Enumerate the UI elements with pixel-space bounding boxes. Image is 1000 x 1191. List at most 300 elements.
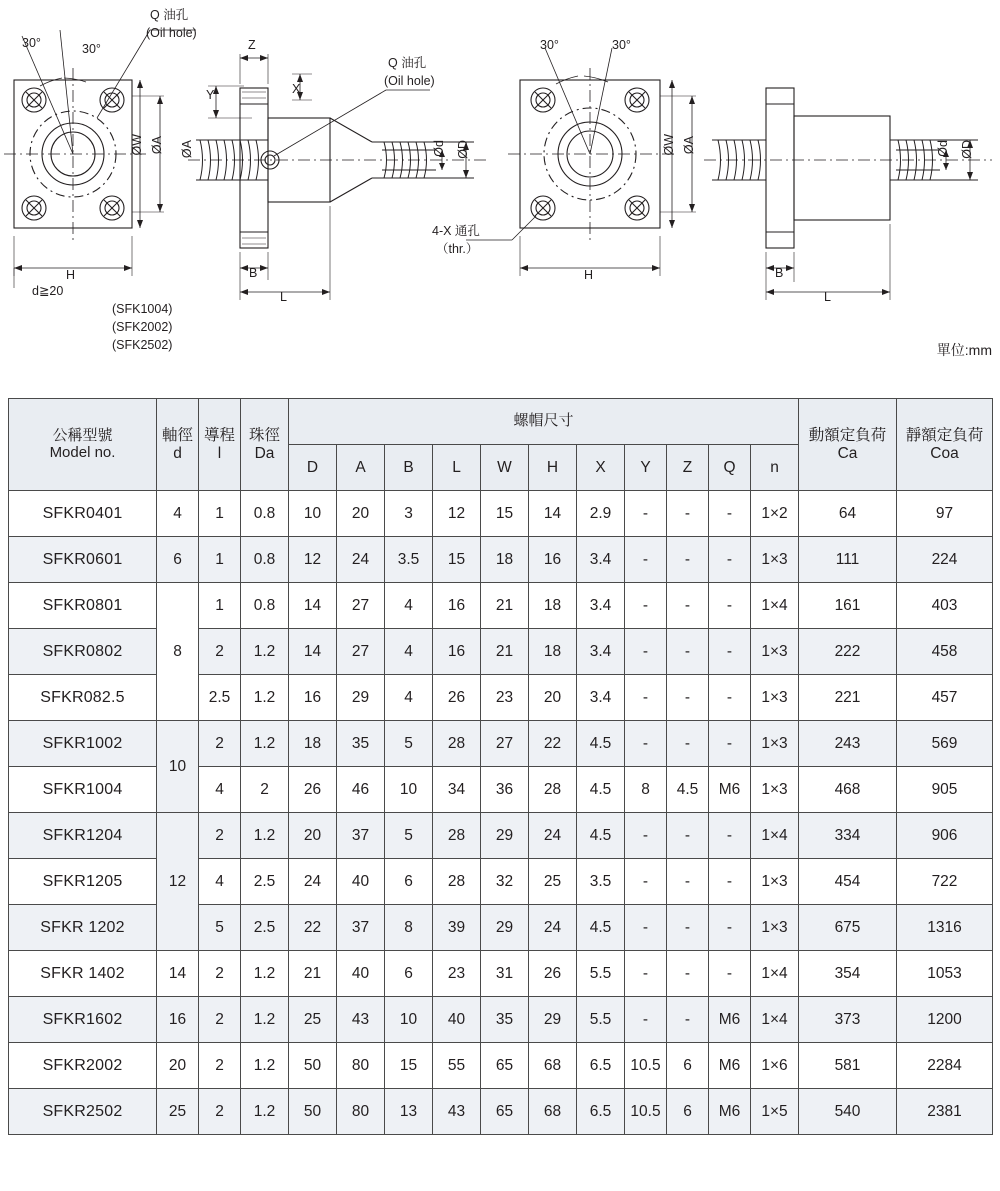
thr-hole-label-en: （thr.） <box>436 242 479 256</box>
cell-W: 15 <box>481 491 529 537</box>
cell-d: 12 <box>157 813 199 951</box>
dia-w-label-right: ØW <box>662 134 676 156</box>
cell-Coa: 1053 <box>897 951 993 997</box>
cell-X: 6.5 <box>577 1089 625 1135</box>
dia-w-label-left: ØW <box>130 134 144 156</box>
variant-label-3: (SFK2502) <box>112 338 173 352</box>
cell-X: 4.5 <box>577 767 625 813</box>
cell-X: 4.5 <box>577 813 625 859</box>
cell-B: 6 <box>385 951 433 997</box>
cell-B: 15 <box>385 1043 433 1089</box>
cell-Y: - <box>625 859 667 905</box>
cell-W: 18 <box>481 537 529 583</box>
cell-d: 20 <box>157 1043 199 1089</box>
cell-n: 1×4 <box>751 951 799 997</box>
cell-Y: - <box>625 813 667 859</box>
cell-X: 3.5 <box>577 859 625 905</box>
cell-Q: - <box>709 583 751 629</box>
cell-Q: - <box>709 951 751 997</box>
cell-X: 4.5 <box>577 721 625 767</box>
header-static-load <box>897 399 993 491</box>
cell-n: 1×3 <box>751 767 799 813</box>
cell-Coa: 457 <box>897 675 993 721</box>
cell-H: 29 <box>529 997 577 1043</box>
header-dynamic-load-cn: 動額定負荷 <box>808 427 887 445</box>
cell-A: 40 <box>337 951 385 997</box>
cell-W: 36 <box>481 767 529 813</box>
x-label: X <box>292 82 301 96</box>
dia-D-label-right: ØD <box>960 140 974 159</box>
cell-Coa: 722 <box>897 859 993 905</box>
cell-Z: 4.5 <box>667 767 709 813</box>
cell-Y: - <box>625 491 667 537</box>
cell-l: 2 <box>199 1043 241 1089</box>
cell-Ca: 222 <box>799 629 897 675</box>
oil-hole-label-left: Q 油孔 <box>150 8 189 22</box>
cell-n: 1×3 <box>751 905 799 951</box>
cell-H: 14 <box>529 491 577 537</box>
header-model-en: Model no. <box>49 443 116 461</box>
cell-Ca: 64 <box>799 491 897 537</box>
cell-Coa: 906 <box>897 813 993 859</box>
cell-l: 1 <box>199 583 241 629</box>
cell-Da: 1.2 <box>241 721 289 767</box>
header-col-H: H <box>529 445 577 491</box>
header-col-L: L <box>433 445 481 491</box>
header-col-W: W <box>481 445 529 491</box>
cell-L: 40 <box>433 997 481 1043</box>
cell-d: 16 <box>157 997 199 1043</box>
cell-A: 46 <box>337 767 385 813</box>
cell-B: 13 <box>385 1089 433 1135</box>
technical-drawing <box>0 0 1000 370</box>
h-label-right: H <box>584 268 594 282</box>
thr-hole-label: 4-X 通孔 <box>432 224 480 238</box>
cell-D: 14 <box>289 629 337 675</box>
cell-L: 28 <box>433 813 481 859</box>
cell-Q: M6 <box>709 1043 751 1089</box>
table-row <box>9 767 993 813</box>
table-row <box>9 537 993 583</box>
cell-d: 25 <box>157 1089 199 1135</box>
cell-model: SFKR082.5 <box>9 675 157 721</box>
cell-Q: M6 <box>709 767 751 813</box>
cell-W: 27 <box>481 721 529 767</box>
cell-Y: - <box>625 951 667 997</box>
cell-H: 24 <box>529 813 577 859</box>
cell-L: 15 <box>433 537 481 583</box>
cell-W: 21 <box>481 629 529 675</box>
b-label-mid: B <box>249 266 258 280</box>
table-row <box>9 583 993 629</box>
header-dynamic-load <box>799 399 897 491</box>
cell-X: 6.5 <box>577 1043 625 1089</box>
header-static-load-cn: 靜額定負荷 <box>905 427 984 445</box>
cell-A: 27 <box>337 583 385 629</box>
cell-B: 3.5 <box>385 537 433 583</box>
cell-L: 16 <box>433 629 481 675</box>
cell-l: 1 <box>199 491 241 537</box>
cell-Y: - <box>625 997 667 1043</box>
cell-W: 23 <box>481 675 529 721</box>
cell-W: 32 <box>481 859 529 905</box>
cell-D: 50 <box>289 1089 337 1135</box>
cell-L: 23 <box>433 951 481 997</box>
cell-W: 31 <box>481 951 529 997</box>
cell-n: 1×4 <box>751 997 799 1043</box>
cell-n: 1×6 <box>751 1043 799 1089</box>
cell-B: 10 <box>385 767 433 813</box>
header-ball-dia-sym: Da <box>254 444 275 462</box>
cell-n: 1×3 <box>751 859 799 905</box>
cell-Da: 2 <box>241 767 289 813</box>
cell-model: SFKR0802 <box>9 629 157 675</box>
spec-table <box>8 398 993 1135</box>
cell-l: 2 <box>199 997 241 1043</box>
header-ball-dia-cn: 珠徑 <box>248 427 280 445</box>
cell-Q: - <box>709 859 751 905</box>
table-row <box>9 951 993 997</box>
cell-Y: - <box>625 721 667 767</box>
header-model <box>9 399 157 491</box>
cell-H: 16 <box>529 537 577 583</box>
cell-X: 5.5 <box>577 997 625 1043</box>
cell-W: 35 <box>481 997 529 1043</box>
dia-a-label-left: ØA <box>150 136 164 155</box>
cell-A: 27 <box>337 629 385 675</box>
cell-Q: - <box>709 675 751 721</box>
cell-Coa: 458 <box>897 629 993 675</box>
cell-B: 4 <box>385 675 433 721</box>
cell-l: 2 <box>199 629 241 675</box>
cell-Coa: 2284 <box>897 1043 993 1089</box>
cell-B: 4 <box>385 583 433 629</box>
cell-Z: 6 <box>667 1043 709 1089</box>
cell-B: 4 <box>385 629 433 675</box>
table-row <box>9 675 993 721</box>
cell-W: 65 <box>481 1043 529 1089</box>
cell-D: 26 <box>289 767 337 813</box>
table-body <box>9 491 993 1135</box>
cell-l: 2 <box>199 813 241 859</box>
cell-n: 1×3 <box>751 537 799 583</box>
cell-L: 55 <box>433 1043 481 1089</box>
cell-Q: - <box>709 491 751 537</box>
cell-model: SFKR1002 <box>9 721 157 767</box>
cell-D: 25 <box>289 997 337 1043</box>
cell-model: SFKR 1402 <box>9 951 157 997</box>
cell-Coa: 569 <box>897 721 993 767</box>
cell-Z: 6 <box>667 1089 709 1135</box>
cell-X: 3.4 <box>577 675 625 721</box>
cell-Z: - <box>667 859 709 905</box>
cell-Da: 2.5 <box>241 859 289 905</box>
cell-B: 3 <box>385 491 433 537</box>
cell-l: 2 <box>199 721 241 767</box>
cell-Z: - <box>667 813 709 859</box>
cell-D: 12 <box>289 537 337 583</box>
cell-B: 5 <box>385 813 433 859</box>
cell-A: 37 <box>337 905 385 951</box>
cell-Y: - <box>625 675 667 721</box>
cell-X: 2.9 <box>577 491 625 537</box>
header-static-load-sym: Coa <box>930 444 959 462</box>
table-row <box>9 1089 993 1135</box>
cell-Y: - <box>625 583 667 629</box>
header-nut-group: 螺帽尺寸 <box>289 399 799 445</box>
cell-Ca: 111 <box>799 537 897 583</box>
cell-Coa: 2381 <box>897 1089 993 1135</box>
cell-B: 5 <box>385 721 433 767</box>
dia-D-label-mid: ØD <box>456 140 470 159</box>
cell-Y: - <box>625 537 667 583</box>
cell-H: 68 <box>529 1043 577 1089</box>
cell-Z: - <box>667 491 709 537</box>
cell-D: 22 <box>289 905 337 951</box>
cell-Q: - <box>709 721 751 767</box>
cell-Q: - <box>709 905 751 951</box>
cell-Da: 1.2 <box>241 813 289 859</box>
header-col-Q: Q <box>709 445 751 491</box>
cell-Ca: 540 <box>799 1089 897 1135</box>
cell-Y: - <box>625 629 667 675</box>
cell-H: 24 <box>529 905 577 951</box>
cell-n: 1×2 <box>751 491 799 537</box>
header-ball-dia <box>241 399 289 491</box>
header-shaft-dia-cn: 軸徑 <box>161 427 193 445</box>
cell-H: 26 <box>529 951 577 997</box>
angle-label-right-1: 30° <box>540 38 559 52</box>
cell-Z: - <box>667 537 709 583</box>
cell-L: 34 <box>433 767 481 813</box>
cell-Da: 1.2 <box>241 675 289 721</box>
cell-Q: - <box>709 537 751 583</box>
header-col-X: X <box>577 445 625 491</box>
cell-H: 20 <box>529 675 577 721</box>
l-label-right: L <box>824 290 831 304</box>
cell-H: 18 <box>529 583 577 629</box>
cell-Z: - <box>667 583 709 629</box>
cell-d: 4 <box>157 491 199 537</box>
cell-Z: - <box>667 629 709 675</box>
cell-Q: M6 <box>709 997 751 1043</box>
unit-note: 單位:mm <box>936 342 992 358</box>
cell-H: 18 <box>529 629 577 675</box>
dia-d-label-mid: Ød <box>432 140 446 157</box>
cell-L: 26 <box>433 675 481 721</box>
cell-A: 24 <box>337 537 385 583</box>
table-row <box>9 629 993 675</box>
header-lead-cn: 導程 <box>203 427 235 445</box>
table-row <box>9 1043 993 1089</box>
y-label: Y <box>206 88 215 102</box>
cell-L: 28 <box>433 721 481 767</box>
cell-model: SFKR0401 <box>9 491 157 537</box>
cell-Ca: 454 <box>799 859 897 905</box>
cell-Coa: 97 <box>897 491 993 537</box>
cell-X: 4.5 <box>577 905 625 951</box>
z-label: Z <box>248 38 256 52</box>
header-col-A: A <box>337 445 385 491</box>
cell-H: 22 <box>529 721 577 767</box>
table-row <box>9 859 993 905</box>
cell-Da: 1.2 <box>241 1089 289 1135</box>
cell-Ca: 243 <box>799 721 897 767</box>
cell-Z: - <box>667 951 709 997</box>
header-dynamic-load-sym: Ca <box>837 444 858 462</box>
cell-Y: 10.5 <box>625 1089 667 1135</box>
cell-A: 29 <box>337 675 385 721</box>
table-header <box>9 399 993 491</box>
cell-L: 16 <box>433 583 481 629</box>
cell-X: 5.5 <box>577 951 625 997</box>
cell-H: 68 <box>529 1089 577 1135</box>
header-col-n: n <box>751 445 799 491</box>
cell-model: SFKR1205 <box>9 859 157 905</box>
header-shaft-dia <box>157 399 199 491</box>
cell-n: 1×3 <box>751 721 799 767</box>
cell-d: 6 <box>157 537 199 583</box>
header-shaft-dia-sym: d <box>173 444 182 462</box>
cell-l: 4 <box>199 767 241 813</box>
cell-Y: 8 <box>625 767 667 813</box>
b-label-right: B <box>775 266 784 280</box>
cell-n: 1×4 <box>751 583 799 629</box>
header-lead-sym: l <box>217 444 222 462</box>
cell-Y: 10.5 <box>625 1043 667 1089</box>
cell-Da: 1.2 <box>241 629 289 675</box>
cell-Da: 0.8 <box>241 491 289 537</box>
cell-D: 10 <box>289 491 337 537</box>
l-label-mid: L <box>280 290 287 304</box>
cell-W: 21 <box>481 583 529 629</box>
cell-l: 4 <box>199 859 241 905</box>
cell-D: 16 <box>289 675 337 721</box>
cell-A: 80 <box>337 1089 385 1135</box>
cell-D: 20 <box>289 813 337 859</box>
dia-a-label-mid: ØA <box>180 140 194 159</box>
cell-Da: 2.5 <box>241 905 289 951</box>
cell-d: 14 <box>157 951 199 997</box>
table-row <box>9 997 993 1043</box>
table-row <box>9 491 993 537</box>
cell-n: 1×4 <box>751 813 799 859</box>
header-model-cn: 公稱型號 <box>52 426 113 444</box>
cell-Coa: 1200 <box>897 997 993 1043</box>
cell-A: 40 <box>337 859 385 905</box>
cell-n: 1×5 <box>751 1089 799 1135</box>
cell-Ca: 675 <box>799 905 897 951</box>
table-row <box>9 813 993 859</box>
cell-W: 29 <box>481 813 529 859</box>
cell-D: 21 <box>289 951 337 997</box>
cell-model: SFKR1004 <box>9 767 157 813</box>
h-label-left: H <box>66 268 76 282</box>
table-row <box>9 721 993 767</box>
dia-a-label-right: ØA <box>682 136 696 155</box>
cell-D: 24 <box>289 859 337 905</box>
cell-d: 10 <box>157 721 199 813</box>
oil-hole-label-mid-en: (Oil hole) <box>384 74 435 88</box>
cell-A: 20 <box>337 491 385 537</box>
cell-Da: 1.2 <box>241 1043 289 1089</box>
cell-A: 80 <box>337 1043 385 1089</box>
cell-n: 1×3 <box>751 675 799 721</box>
cell-B: 8 <box>385 905 433 951</box>
cell-Coa: 224 <box>897 537 993 583</box>
cell-Ca: 161 <box>799 583 897 629</box>
cell-Ca: 468 <box>799 767 897 813</box>
cell-Coa: 403 <box>897 583 993 629</box>
cell-W: 65 <box>481 1089 529 1135</box>
cell-Z: - <box>667 675 709 721</box>
cell-Y: - <box>625 905 667 951</box>
cell-Q: M6 <box>709 1089 751 1135</box>
cell-B: 6 <box>385 859 433 905</box>
cell-Ca: 221 <box>799 675 897 721</box>
variant-label-2: (SFK2002) <box>112 320 173 334</box>
cell-Ca: 373 <box>799 997 897 1043</box>
cell-H: 28 <box>529 767 577 813</box>
angle-label-left-2: 30° <box>82 42 101 56</box>
header-col-Y: Y <box>625 445 667 491</box>
cell-Ca: 354 <box>799 951 897 997</box>
cell-n: 1×3 <box>751 629 799 675</box>
header-lead <box>199 399 241 491</box>
cell-l: 5 <box>199 905 241 951</box>
cell-Da: 0.8 <box>241 583 289 629</box>
cell-Q: - <box>709 629 751 675</box>
cell-X: 3.4 <box>577 629 625 675</box>
cell-D: 50 <box>289 1043 337 1089</box>
variant-label-1: (SFK1004) <box>112 302 173 316</box>
cell-L: 28 <box>433 859 481 905</box>
cell-B: 10 <box>385 997 433 1043</box>
cell-Z: - <box>667 721 709 767</box>
cell-A: 43 <box>337 997 385 1043</box>
cell-A: 35 <box>337 721 385 767</box>
cell-X: 3.4 <box>577 537 625 583</box>
cell-Z: - <box>667 905 709 951</box>
cell-model: SFKR1204 <box>9 813 157 859</box>
cell-l: 1 <box>199 537 241 583</box>
cell-Q: - <box>709 813 751 859</box>
cell-A: 37 <box>337 813 385 859</box>
angle-label-right-2: 30° <box>612 38 631 52</box>
cell-model: SFKR2002 <box>9 1043 157 1089</box>
header-col-D: D <box>289 445 337 491</box>
d-note-label: d≧20 <box>32 284 64 298</box>
cell-model: SFKR0801 <box>9 583 157 629</box>
cell-W: 29 <box>481 905 529 951</box>
cell-D: 18 <box>289 721 337 767</box>
cell-Z: - <box>667 997 709 1043</box>
cell-model: SFKR2502 <box>9 1089 157 1135</box>
cell-Ca: 581 <box>799 1043 897 1089</box>
cell-model: SFKR0601 <box>9 537 157 583</box>
cell-Da: 1.2 <box>241 997 289 1043</box>
cell-d: 8 <box>157 583 199 721</box>
oil-hole-label-left-en: (Oil hole) <box>146 26 197 40</box>
spec-table-container <box>8 398 992 1135</box>
oil-hole-label-mid: Q 油孔 <box>388 56 427 70</box>
cell-model: SFKR1602 <box>9 997 157 1043</box>
cell-l: 2 <box>199 951 241 997</box>
cell-Da: 1.2 <box>241 951 289 997</box>
cell-Da: 0.8 <box>241 537 289 583</box>
cell-model: SFKR 1202 <box>9 905 157 951</box>
table-row <box>9 905 993 951</box>
